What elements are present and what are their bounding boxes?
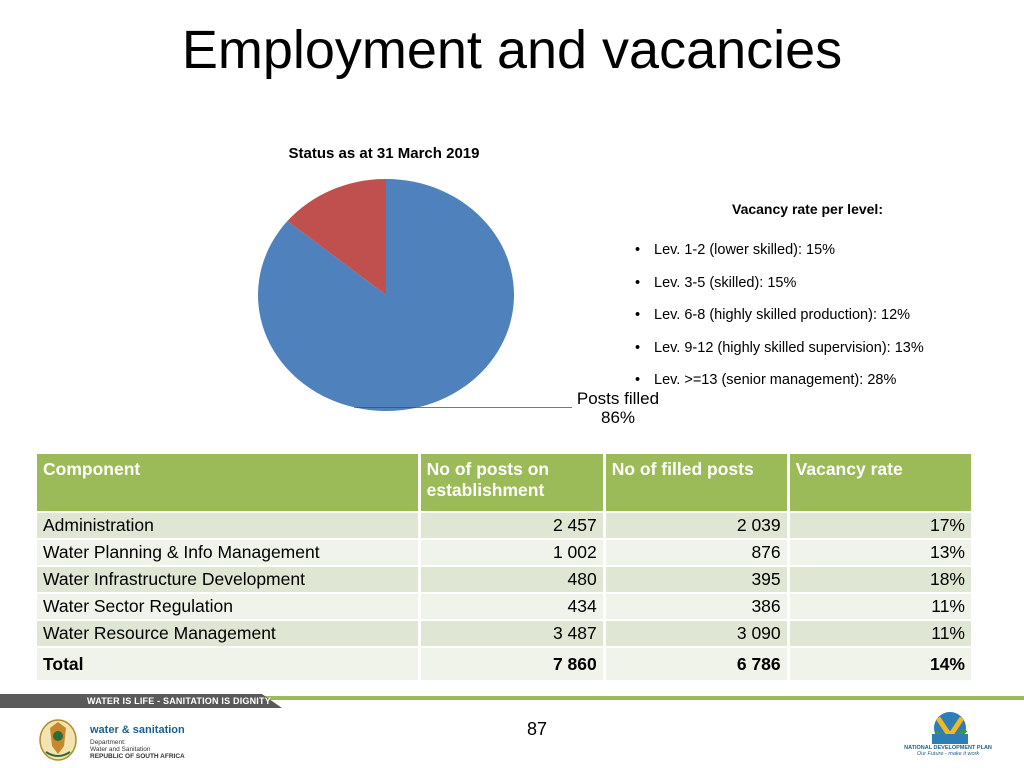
cell-component: Water Sector Regulation [37, 594, 418, 619]
table-row [37, 540, 971, 565]
vacancy-item: • Lev. 1-2 (lower skilled): 15% [615, 236, 924, 269]
table-row [37, 594, 971, 619]
table-row [37, 513, 971, 538]
footer-slogan: WATER IS LIFE - SANITATION IS DIGNITY [87, 696, 271, 706]
cell-filled: 2 039 [606, 513, 787, 538]
cell-posts: 1 002 [421, 540, 603, 565]
cell-component: Administration [37, 513, 418, 538]
cell-component: Water Infrastructure Development [37, 567, 418, 592]
cell-posts: 480 [421, 567, 603, 592]
header-component: Component [37, 454, 418, 511]
cell-total-label: Total [37, 648, 418, 680]
dept-subtitle: Department: Water and Sanitation REPUBLIC OF SOUTH AFRICA [90, 739, 185, 760]
table-row [37, 621, 971, 646]
chart-title: Status as at 31 March 2019 [288, 145, 480, 162]
cell-posts: 434 [421, 594, 603, 619]
ndp-2030-logo-icon [910, 710, 990, 766]
vacancy-item: • Lev. >=13 (senior management): 28% [615, 366, 924, 399]
table-total-row [37, 648, 971, 680]
table-row [37, 567, 971, 592]
table-header-row [37, 454, 971, 511]
cell-posts: 2 457 [421, 513, 603, 538]
cell-vacancy: 11% [790, 594, 971, 619]
vacancy-item: • Lev. 6-8 (highly skilled production): 12% [615, 301, 924, 334]
slice-label-posts-filled: Posts filled 86% [576, 389, 660, 428]
cell-total-vacancy: 14% [790, 648, 971, 680]
cell-vacancy: 17% [790, 513, 971, 538]
cell-filled: 395 [606, 567, 787, 592]
employment-table [34, 452, 974, 682]
header-filled-posts: No of filled posts [606, 454, 787, 511]
vacancy-rate-title: Vacancy rate per level: [732, 201, 883, 217]
ndp-caption: NATIONAL DEVELOPMENT PLAN Our Future - make it work [904, 745, 992, 757]
cell-total-filled: 6 786 [606, 648, 787, 680]
header-vacancy-rate: Vacancy rate [790, 454, 971, 511]
page-number: 87 [526, 719, 548, 739]
vacancy-rate-list [615, 236, 924, 399]
cell-filled: 876 [606, 540, 787, 565]
slide-title: Employment and vacancies [181, 20, 843, 80]
cell-component: Water Resource Management [37, 621, 418, 646]
cell-filled: 386 [606, 594, 787, 619]
cell-total-posts: 7 860 [421, 648, 603, 680]
vacancy-item: • Lev. 3-5 (skilled): 15% [615, 269, 924, 302]
vacancy-item: • Lev. 9-12 (highly skilled supervision): 13% [615, 334, 924, 367]
cell-posts: 3 487 [421, 621, 603, 646]
cell-component: Water Planning & Info Management [37, 540, 418, 565]
header-posts-on-establishment: No of posts on establishment [421, 454, 603, 511]
cell-vacancy: 13% [790, 540, 971, 565]
dept-name: water & sanitation [90, 724, 185, 736]
cell-filled: 3 090 [606, 621, 787, 646]
cell-vacancy: 18% [790, 567, 971, 592]
cell-vacancy: 11% [790, 621, 971, 646]
